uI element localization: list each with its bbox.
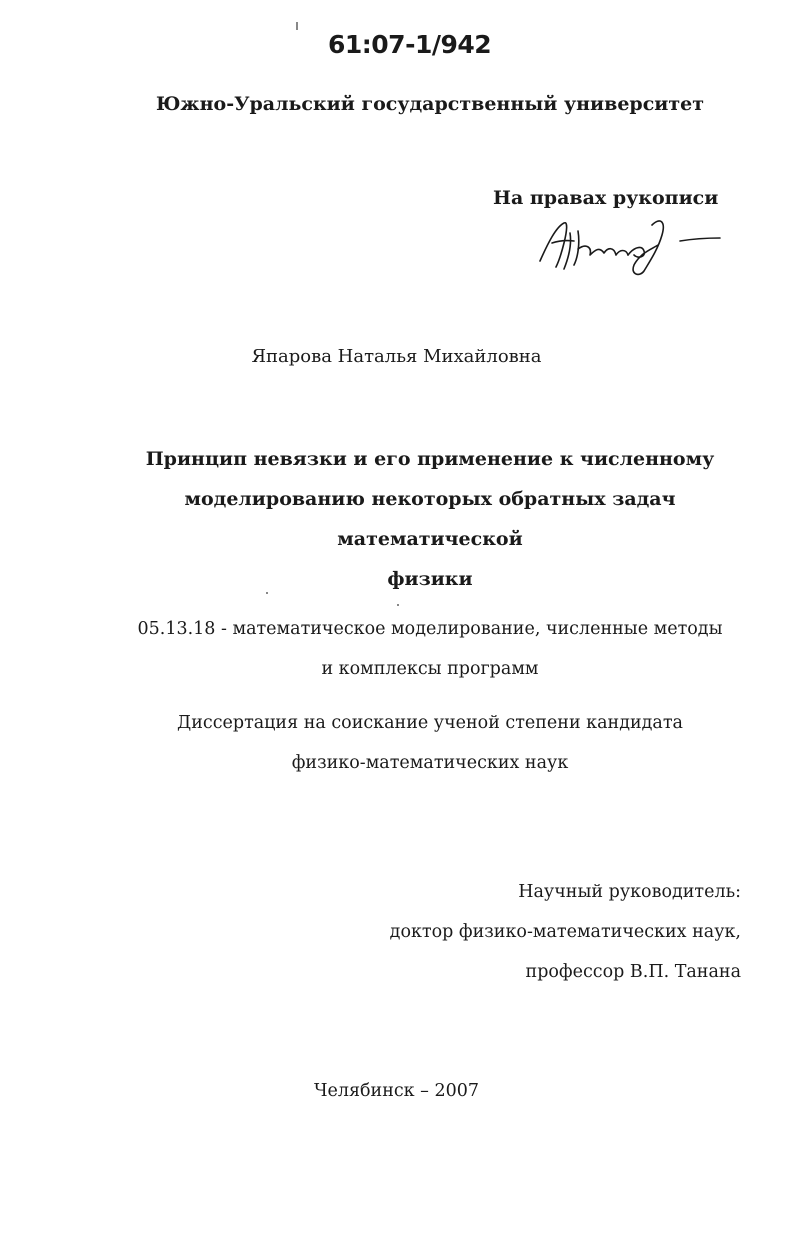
degree-line: физико-математических наук — [291, 753, 569, 773]
manuscript-rights-note: На правах рукописи — [493, 187, 719, 209]
title-line: физики — [387, 568, 473, 590]
title-line: моделированию некоторых обратных задач математической — [184, 488, 676, 550]
specialty-code — [100, 609, 760, 689]
supervisor-line: Научный руководитель: — [518, 882, 741, 902]
degree-line: Диссертация на соискание ученой степени кандидата — [177, 713, 683, 733]
university-name: Южно-Уральский государственный университет — [155, 93, 705, 115]
archive-stamp-code: 61:07-1/942 — [328, 30, 492, 59]
title-line: Принцип невязки и его применение к численному — [145, 448, 715, 470]
scan-speck — [296, 22, 298, 30]
city-year: Челябинск – 2007 — [313, 1081, 480, 1101]
specialty-line: и комплексы программ — [321, 659, 539, 679]
scientific-supervisor — [390, 872, 741, 992]
supervisor-line: доктор физико-математических наук, — [389, 922, 741, 942]
scan-speck — [397, 604, 399, 606]
handwritten-signature — [534, 213, 724, 283]
dissertation-title — [100, 439, 760, 599]
specialty-line: 05.13.18 - математическое моделирование, численные методы — [137, 619, 723, 639]
author-name: Япарова Наталья Михайловна — [251, 346, 542, 367]
degree-statement — [100, 703, 760, 783]
supervisor-line: профессор В.П. Танана — [525, 962, 741, 982]
